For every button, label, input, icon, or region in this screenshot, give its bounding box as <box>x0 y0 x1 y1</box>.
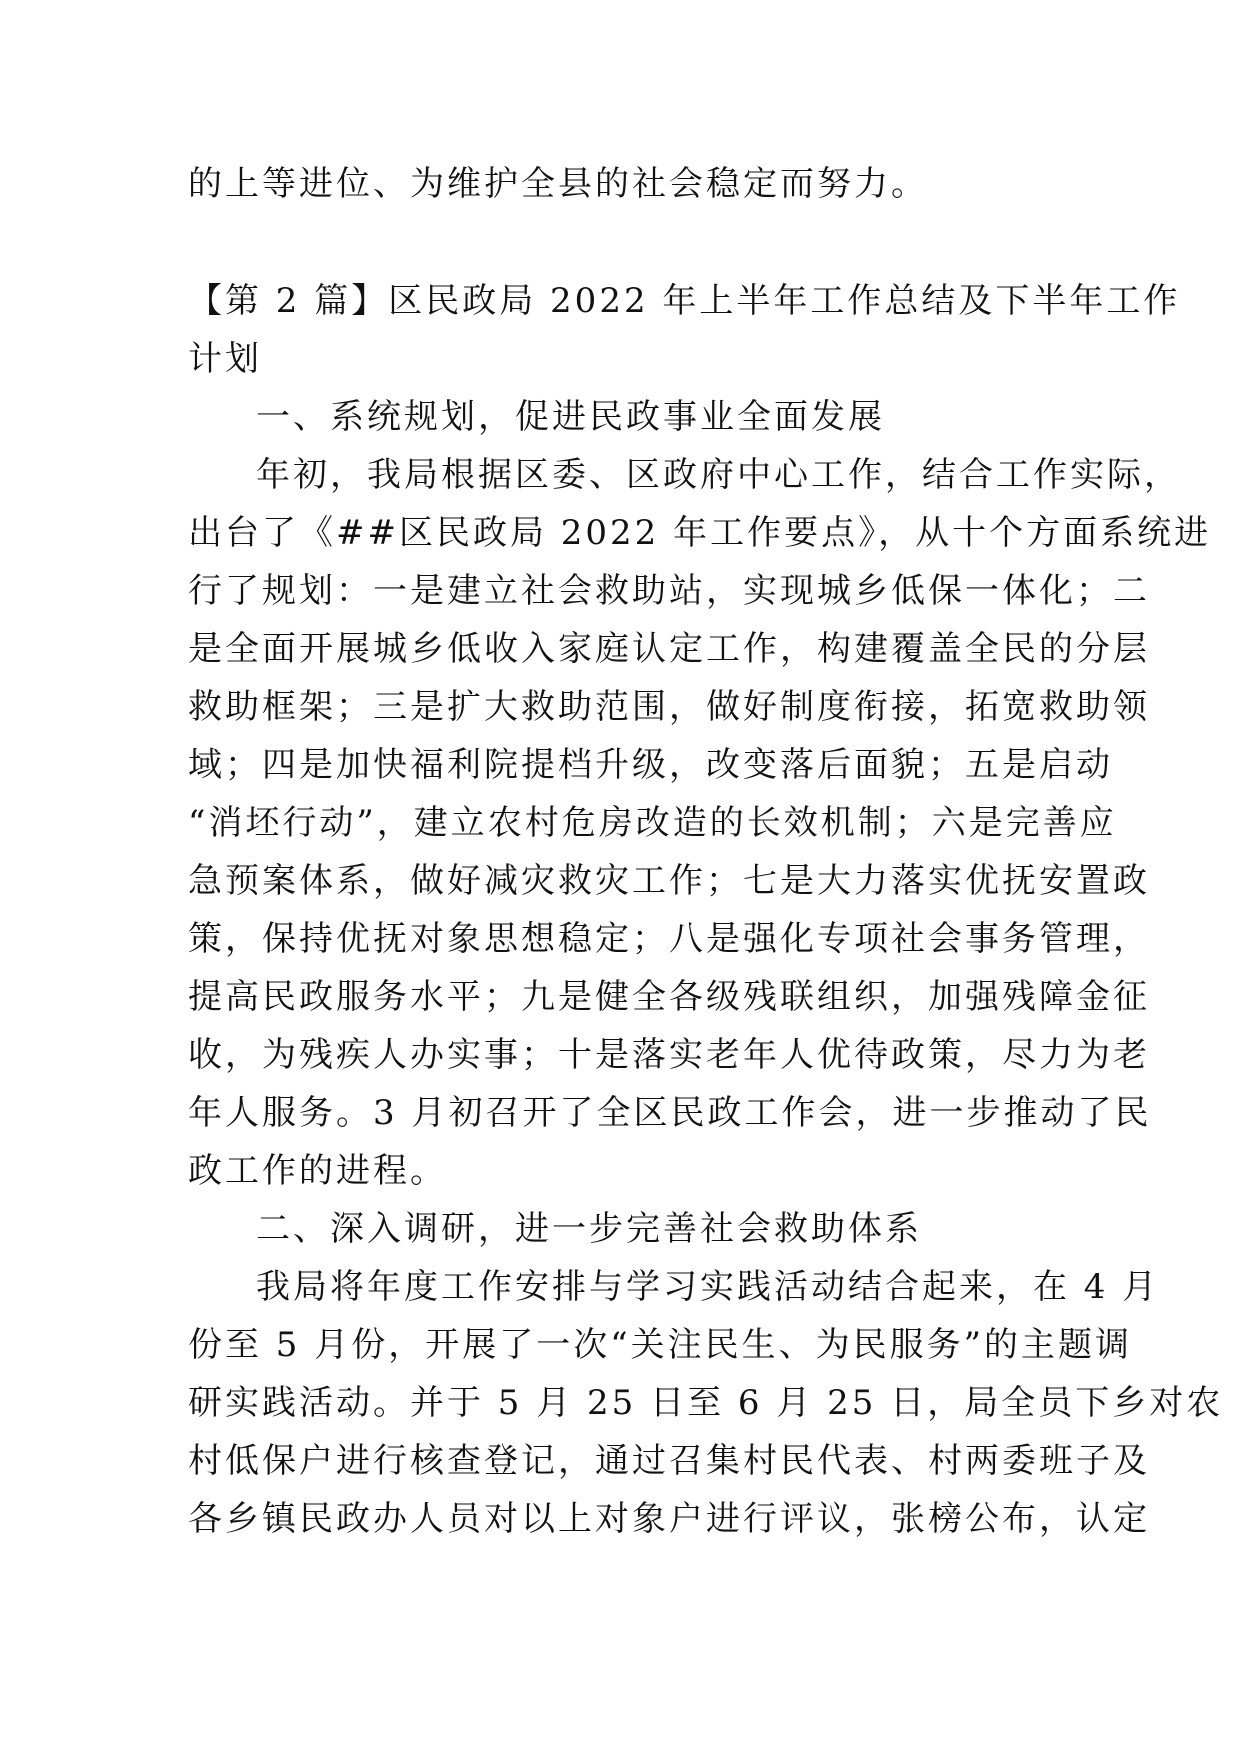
section-heading-2: 二、深入调研，进一步完善社会救助体系 <box>256 1209 922 1249</box>
article-body <box>188 388 1224 1548</box>
paragraph-2-line: 我局将年度工作安排与学习实践活动结合起来，在 4 月 <box>256 1267 1160 1307</box>
paragraph-1-line: 救助框架；三是扩大救助范围，做好制度衔接，拓宽救助领 <box>188 687 1150 727</box>
paragraph-1-line: 是全面开展城乡低收入家庭认定工作，构建覆盖全民的分层 <box>188 629 1150 669</box>
article-title <box>188 272 1181 388</box>
paragraph-1-line: 行了规划：一是建立社会救助站，实现城乡低保一体化；二 <box>188 571 1150 611</box>
paragraph-2-line: 村低保户进行核查登记，通过召集村民代表、村两委班子及 <box>188 1441 1150 1481</box>
paragraph-1-line: 政工作的进程。 <box>188 1151 447 1191</box>
title-line: 【第 2 篇】区民政局 2022 年上半年工作总结及下半年工作 <box>188 281 1181 321</box>
paragraph-2-line: 各乡镇民政办人员对以上对象户进行评议，张榜公布，认定 <box>188 1499 1150 1539</box>
paragraph-1-line: “消坯行动”，建立农村危房改造的长效机制；六是完善应 <box>188 803 1117 843</box>
title-line: 计划 <box>188 339 262 379</box>
text-line: 的上等进位、为维护全县的社会稳定而努力。 <box>188 164 928 204</box>
paragraph-1-line: 策，保持优抚对象思想稳定；八是强化专项社会事务管理， <box>188 919 1150 959</box>
continuation-paragraph <box>188 155 1058 213</box>
paragraph-1-line: 收，为残疾人办实事；十是落实老年人优待政策，尽力为老 <box>188 1035 1150 1075</box>
paragraph-2-line: 份至 5 月份，开展了一次“关注民生、为民服务”的主题调 <box>188 1325 1133 1365</box>
paragraph-1-line: 提高民政服务水平；九是健全各级残联组织，加强残障金征 <box>188 977 1150 1017</box>
paragraph-1-line: 年人服务。3 月初召开了全区民政工作会，进一步推动了民 <box>188 1093 1152 1133</box>
section-heading-1: 一、系统规划，促进民政事业全面发展 <box>256 397 885 437</box>
paragraph-1-line: 急预案体系，做好减灾救灾工作；七是大力落实优抚安置政 <box>188 861 1150 901</box>
paragraph-1-line: 域；四是加快福利院提档升级，改变落后面貌；五是启动 <box>188 745 1113 785</box>
paragraph-1-line: 年初，我局根据区委、区政府中心工作，结合工作实际， <box>256 455 1181 495</box>
paragraph-1-line: 出台了《##区民政局 2022 年工作要点》，从十个方面系统进 <box>188 513 1212 553</box>
paragraph-2-line: 研实践活动。并于 5 月 25 日至 6 月 25 日，局全员下乡对农 <box>188 1383 1224 1423</box>
